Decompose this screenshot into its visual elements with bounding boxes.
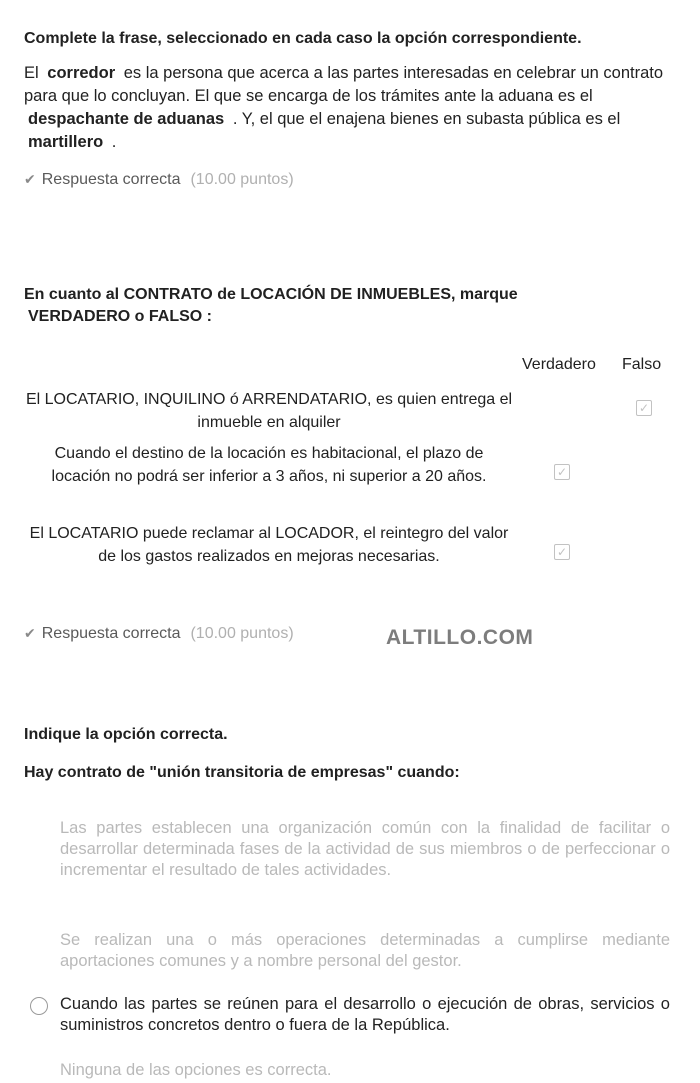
question-1-feedback [24, 168, 672, 191]
question-3 [24, 724, 672, 784]
table-row [24, 442, 672, 512]
option-text: Las partes establecen una organización común con la finalidad de facilitar o desarrollar determinada fases de la actividad de sus miembros o de perfeccionar o incrementar el resultado de tales actividades. [60, 819, 670, 879]
table-header [24, 354, 672, 380]
answer-option[interactable] [60, 994, 670, 1036]
question-1-text [24, 62, 672, 154]
statement: El LOCATARIO, INQUILINO ó ARRENDATARIO, es quien entrega el inmueble en alquiler [25, 391, 513, 431]
question-2-title-line-1: En cuanto al CONTRATO de LOCACIÓN DE INMUEBLES, marque [24, 286, 518, 303]
statement: El LOCATARIO puede reclamar al LOCADOR, el reintegro del valor de los gastos realizados en mejoras necesarias. [29, 525, 509, 565]
blank-2-select[interactable]: despachante de aduanas [28, 110, 225, 128]
table-row [24, 388, 672, 436]
table-row [24, 522, 672, 592]
checkbox-checked-icon[interactable]: ✓ [554, 544, 570, 560]
text-segment: . [111, 133, 117, 151]
blank-3-select[interactable]: martillero [28, 133, 104, 151]
question-3-title: Hay contrato de "unión transitoria de empresas" cuando: [24, 764, 460, 781]
points-label: (10.00 puntos) [190, 171, 294, 188]
option-text: Ninguna de las opciones es correcta. [60, 1061, 332, 1079]
text-segment: es la persona que acerca a las partes interesadas en celebrar un contrato para que lo concluyan. El que se encarga de los trámites ante la aduana es el [24, 64, 664, 105]
true-false-table [24, 354, 672, 592]
blank-1-select[interactable]: corredor [47, 64, 116, 82]
points-label: (10.00 puntos) [190, 625, 294, 642]
question-2 [24, 284, 672, 328]
checkbox-checked-icon[interactable]: ✓ [554, 464, 570, 480]
checkbox-checked-icon[interactable]: ✓ [636, 400, 652, 416]
check-icon: ✔ [24, 625, 36, 641]
radio-button[interactable] [30, 997, 48, 1015]
question-1-title: Complete la frase, seleccionado en cada caso la opción correspondiente. [24, 30, 582, 47]
answer-option[interactable] [60, 818, 670, 881]
column-header-false: Falso [622, 356, 662, 373]
question-2-feedback-area [24, 608, 672, 645]
question-1 [24, 28, 672, 191]
answer-option[interactable] [60, 1060, 670, 1081]
option-text: Cuando las partes se reúnen para el desarrollo o ejecución de obras, servicios o suministros concretos dentro o fuera de la República. [60, 995, 670, 1034]
feedback-label: Respuesta correcta [41, 625, 181, 642]
question-2-feedback [24, 622, 672, 645]
statement: Cuando el destino de la locación es habitacional, el plazo de locación no podrá ser inferior a 3 años, ni superior a 20 años. [51, 445, 487, 485]
question-2-title-line-2: VERDADERO o FALSO : [28, 308, 213, 325]
column-header-true: Verdadero [522, 356, 596, 373]
text-segment: . Y, el que el enajena bienes en subasta pública es el [232, 110, 621, 128]
question-3-instruction: Indique la opción correcta. [24, 726, 228, 743]
text-segment: El [24, 64, 39, 82]
check-icon: ✔ [24, 171, 36, 187]
watermark-logo: ALTILLO.COM [386, 626, 534, 649]
option-text: Se realizan una o más operaciones determinadas a cumplirse mediante aportaciones comunes y a nombre personal del gestor. [60, 931, 670, 970]
answer-option[interactable] [60, 930, 670, 972]
feedback-label: Respuesta correcta [41, 171, 181, 188]
